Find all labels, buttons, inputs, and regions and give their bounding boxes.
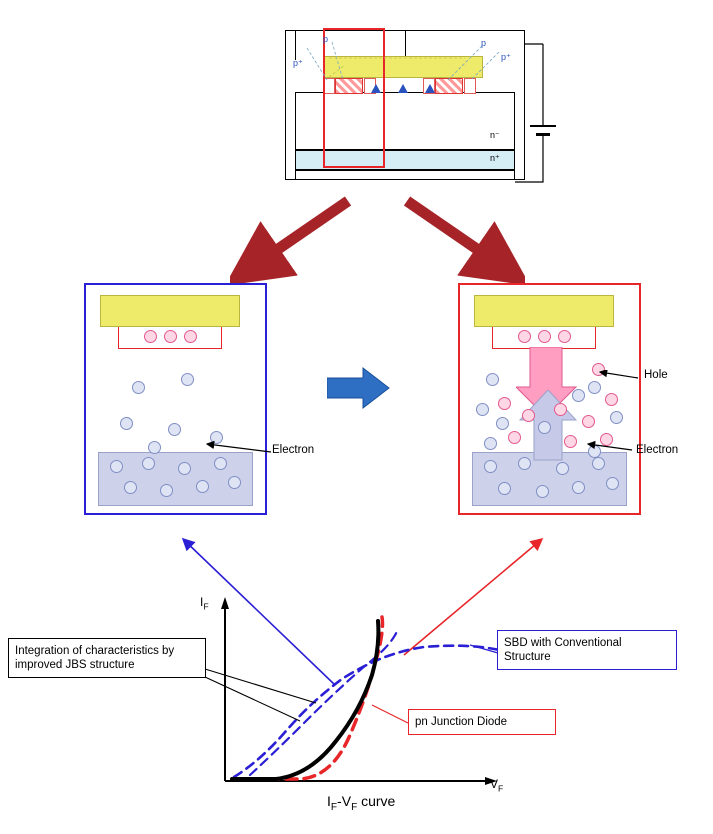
hole-particle (184, 330, 197, 343)
electron-particle (572, 481, 585, 494)
right-electron-leader (586, 440, 636, 460)
electron-particle (484, 437, 497, 450)
electron-particle (486, 373, 499, 386)
right-hole-leader (598, 370, 644, 386)
electron-particle (110, 460, 123, 473)
circuit-wires (515, 30, 575, 200)
hole-particle (605, 393, 618, 406)
arrow-to-right-panel (395, 195, 525, 285)
curve-plot (0, 525, 713, 834)
electron-particle (484, 460, 497, 473)
electron-particle (498, 482, 511, 495)
electron-particle (536, 485, 549, 498)
electron-particle (610, 411, 623, 424)
left-electron-label: Electron (272, 444, 315, 456)
hole-particle (538, 330, 551, 343)
iv-curve-graph (0, 525, 713, 834)
hole-particle (518, 330, 531, 343)
callout-sbd-conventional: SBD with Conventional Structure (497, 630, 677, 670)
label-p-plus-left: p⁺ (293, 58, 303, 68)
y-axis-label: $I_F$ (200, 595, 209, 612)
device-cross-section (285, 30, 545, 185)
electron-particle (496, 417, 509, 430)
electron-particle (142, 457, 155, 470)
electron-particle (148, 441, 161, 454)
panel-right-anode (474, 295, 614, 327)
electron-particle (168, 423, 181, 436)
conventional-sbd-panel (84, 283, 267, 515)
arrow-to-left-panel (230, 195, 360, 285)
electron-particle (518, 457, 531, 470)
electron-particle (606, 477, 619, 490)
improved-jbs-panel (458, 283, 641, 515)
electron-particle (228, 476, 241, 489)
figure-caption: $I_F-V_F$ curve (327, 793, 396, 813)
electron-particle (181, 373, 194, 386)
hole-particle (144, 330, 157, 343)
hole-particle (522, 409, 535, 422)
electron-particle (538, 421, 551, 434)
electron-particle (120, 417, 133, 430)
label-p-right: p (481, 38, 487, 48)
right-hole-label: Hole (644, 369, 668, 381)
x-axis-label: $V_F$ (490, 777, 504, 794)
electron-particle (124, 481, 137, 494)
callout-improved-jbs: Integration of characteristics by improved JBS structure (8, 638, 206, 678)
electron-particle (132, 381, 145, 394)
electron-particle (476, 403, 489, 416)
hole-particle (508, 431, 521, 444)
left-electron-leader (205, 440, 275, 464)
electron-particle (196, 480, 209, 493)
transition-arrow (327, 366, 393, 412)
hole-particle (164, 330, 177, 343)
electron-particle (572, 389, 585, 402)
panel-left-anode (100, 295, 240, 327)
hole-particle (582, 415, 595, 428)
hole-particle (554, 403, 567, 416)
label-n-plus: n⁺ (490, 153, 500, 163)
label-p-body-left: p (323, 34, 329, 44)
electron-particle (178, 462, 191, 475)
right-electron-label: Electron (636, 444, 679, 456)
electron-particle (160, 484, 173, 497)
hole-particle (564, 435, 577, 448)
callout-pn-junction: pn Junction Diode (408, 709, 556, 735)
label-n-minus: n⁻ (490, 130, 500, 140)
hole-particle (558, 330, 571, 343)
label-p-plus-right: p⁺ (501, 52, 511, 62)
electron-particle (556, 462, 569, 475)
hole-particle (498, 397, 511, 410)
